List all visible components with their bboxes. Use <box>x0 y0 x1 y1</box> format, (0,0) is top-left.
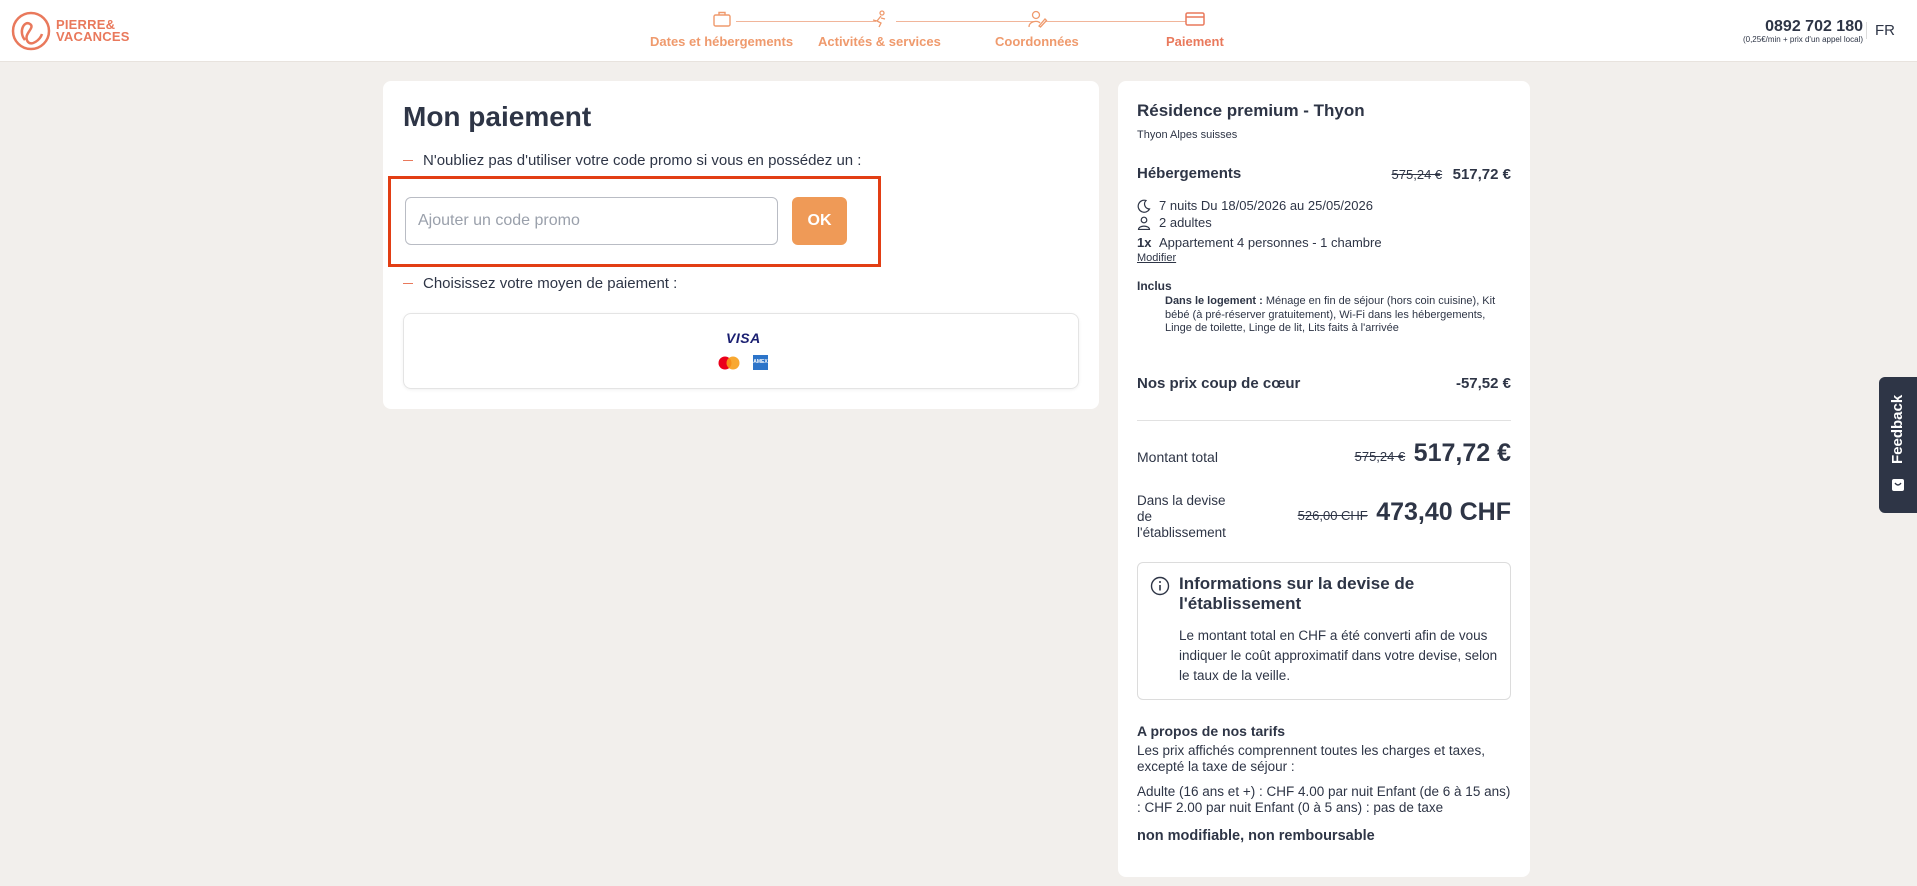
apartment-text: Appartement 4 personnes - 1 chambre <box>1159 235 1382 250</box>
step-paiement[interactable] <box>1166 10 1224 49</box>
total-label: Montant total <box>1137 449 1218 465</box>
included-bold: Dans le logement : <box>1165 295 1263 307</box>
apartment-qty: 1x <box>1137 235 1152 250</box>
phone-contact[interactable] <box>1743 18 1863 45</box>
lodging-price-group <box>1392 166 1511 184</box>
info-title: Informations sur la devise de l'établissement <box>1179 574 1415 613</box>
currency-label-line: Dans la devise <box>1137 493 1226 508</box>
dash-marker <box>403 160 413 161</box>
step-label: Coordonnées <box>995 34 1079 49</box>
visa-icon: VISA <box>726 330 761 346</box>
person-icon <box>1137 216 1151 230</box>
included-text <box>1165 295 1515 336</box>
step-activites-services[interactable] <box>818 10 941 49</box>
language-selector[interactable]: FR <box>1866 22 1895 39</box>
discount-value: -57,52 € <box>1455 375 1511 392</box>
promo-hint <box>403 152 861 169</box>
credit-card-icon <box>1184 10 1206 28</box>
step-dates-hebergements[interactable] <box>650 10 793 49</box>
info-text: Le montant total en CHF a été converti afin de vous indiquer le coût approximatif dans votre devise, selon le taux de la veille. <box>1179 628 1498 683</box>
nights-text: 7 nuits Du 18/05/2026 au 25/05/2026 <box>1159 198 1373 213</box>
tarifs-title: A propos de nos tarifs <box>1137 723 1286 739</box>
promo-code-input[interactable] <box>405 197 778 245</box>
logo-wordmark <box>56 19 130 43</box>
modify-link[interactable]: Modifier <box>1137 252 1177 264</box>
discount-label: Nos prix coup de cœur <box>1137 375 1301 392</box>
currency-label <box>1137 493 1226 541</box>
total-price: 517,72 € <box>1413 439 1511 467</box>
booking-summary <box>1118 81 1530 877</box>
top-header <box>0 0 1917 62</box>
step-coordonnees[interactable] <box>995 10 1079 49</box>
guests-text: 2 adultes <box>1159 215 1212 230</box>
phone-number: 0892 702 180 <box>1765 18 1863 35</box>
logo-mark-icon <box>10 10 52 52</box>
apartment-detail <box>1137 235 1382 250</box>
residence-title: Résidence premium - Thyon <box>1137 101 1365 120</box>
phone-note: (0,25€/min + prix d'un appel local) <box>1742 35 1863 44</box>
moon-icon <box>1137 199 1151 213</box>
booking-conditions: non modifiable, non remboursable <box>1137 828 1375 844</box>
currency-price: 473,40 CHF <box>1376 498 1511 526</box>
booking-stepper <box>640 10 1240 54</box>
page-title: Mon paiement <box>403 101 592 132</box>
lodging-label: Hébergements <box>1137 165 1242 182</box>
dash-marker <box>403 283 413 284</box>
card-payment-option[interactable] <box>403 313 1079 389</box>
brand-logo[interactable] <box>10 10 130 52</box>
total-old-price: 575,24 € <box>1354 449 1406 464</box>
info-icon <box>1150 576 1170 596</box>
step-label: Paiement <box>1166 34 1224 49</box>
currency-label-line: l'établissement <box>1137 525 1226 540</box>
currency-info-box <box>1137 562 1511 700</box>
nights-detail <box>1137 198 1373 213</box>
currency-price-group <box>1298 498 1511 527</box>
currency-label-line: de <box>1137 509 1153 524</box>
included-title: Inclus <box>1137 279 1172 293</box>
feedback-tab[interactable] <box>1879 377 1917 513</box>
lodging-old-price: 575,24 € <box>1391 167 1443 182</box>
step-label: Dates et hébergements <box>650 34 794 49</box>
tarifs-text: Les prix affichés comprennent toutes les charges et taxes, excepté la taxe de séjour : <box>1137 743 1485 774</box>
step-label: Activités & services <box>818 34 941 49</box>
payment-method-hint-text: Choisissez votre moyen de paiement : <box>423 275 678 292</box>
user-edit-icon <box>1026 10 1048 28</box>
total-price-group <box>1355 439 1511 468</box>
payment-card <box>383 81 1099 409</box>
guests-detail <box>1137 215 1212 230</box>
currency-old-price: 526,00 CHF <box>1297 508 1368 523</box>
activity-icon <box>868 10 890 28</box>
promo-hint-text: N'oubliez pas d'utiliser votre code promo si vous en possédez un : <box>423 152 862 169</box>
payment-method-hint <box>403 275 677 292</box>
promo-code-highlight <box>388 176 881 267</box>
suitcase-icon <box>711 10 733 28</box>
mastercard-icon <box>717 356 741 370</box>
included-list: Ménage en fin de séjour (hors coin cuisine), Kit bébé (à pré-réserver gratuitement), Wi-Fi dans les hébergements, Linge de toilette, Linge de lit, Lits faits à l'arrivée <box>1165 295 1496 334</box>
feedback-label: Feedback <box>1889 394 1906 464</box>
tarifs-tax-text: Adulte (16 ans et +) : CHF 4.00 par nuit Enfant (de 6 à 15 ans) : CHF 2.00 par nuit Enfant (0 à 5 ans) : pas de taxe <box>1137 784 1511 815</box>
amex-icon: AMEX <box>753 355 768 370</box>
feedback-icon <box>1891 478 1905 492</box>
residence-location: Thyon Alpes suisses <box>1137 129 1238 141</box>
logo-line-1: PIERRE& <box>56 17 116 32</box>
promo-ok-button[interactable]: OK <box>792 197 847 245</box>
divider <box>1137 420 1511 421</box>
lodging-price: 517,72 € <box>1452 166 1511 183</box>
logo-line-2: VACANCES <box>56 29 130 44</box>
